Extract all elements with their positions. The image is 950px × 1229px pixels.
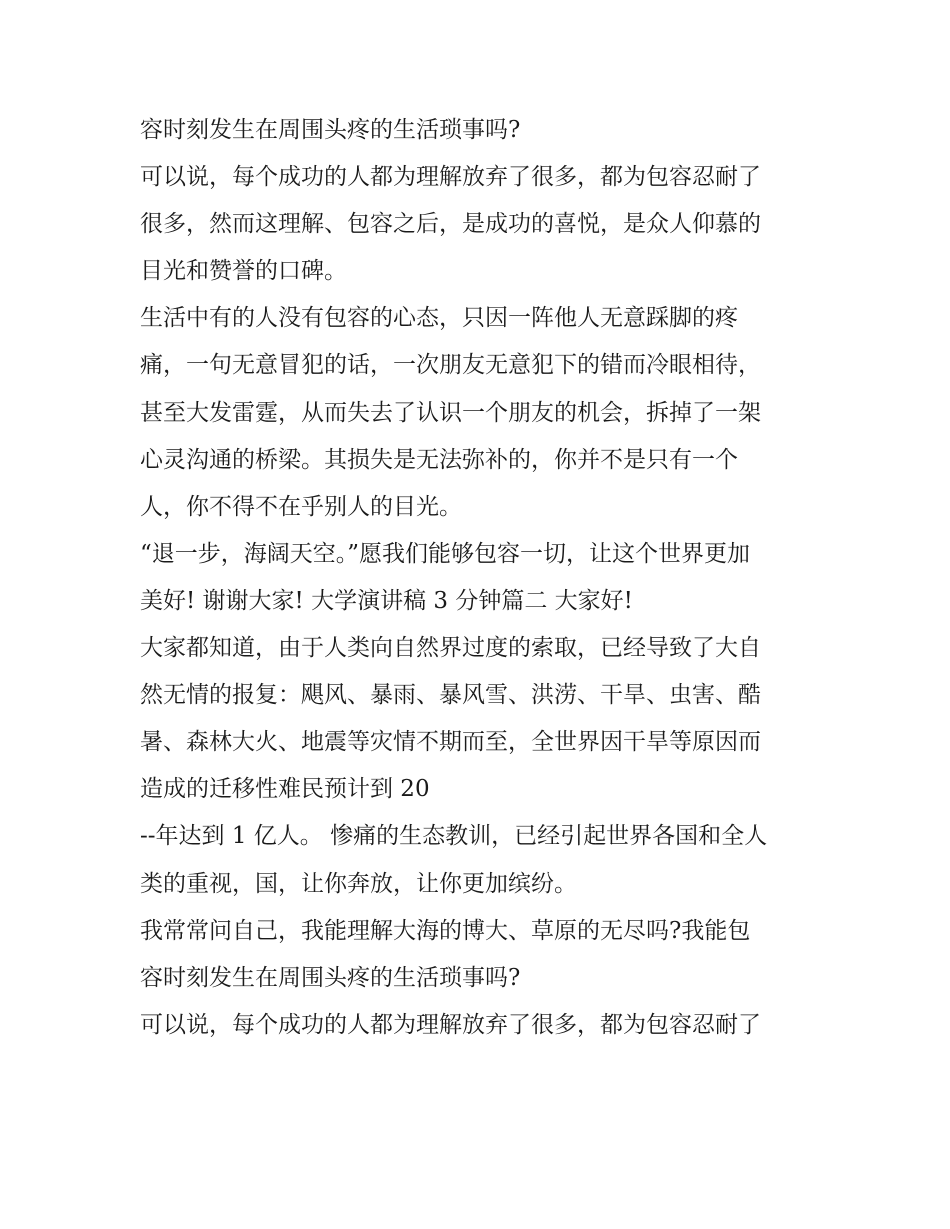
text-line: 容时刻发生在周围头疼的生活琐事吗?: [140, 964, 521, 991]
text-line: 美好! 谢谢大家! 大学演讲稿 3 分钟篇二 大家好!: [140, 587, 633, 614]
body-text: [140, 107, 820, 1049]
text-line: 类的重视，国，让你奔放，让你更加缤纷。: [140, 870, 577, 897]
text-line: 生活中有的人没有包容的心态，只因一阵他人无意踩脚的疼: [140, 305, 738, 332]
text-line: 然无情的报复：飓风、暴雨、暴风雪、洪涝、干旱、虫害、酷: [140, 682, 761, 709]
text-line: 造成的迁移性难民预计到 20: [140, 776, 430, 803]
text-line: 暑、森林大火、地震等灾情不期而至，全世界因干旱等原因而: [140, 729, 761, 756]
text-line: “退一步，海阔天空。”愿我们能够包容一切，让这个世界更加: [140, 540, 751, 567]
text-line: --年达到 1 亿人。 惨痛的生态教训，已经引起世界各国和全人: [140, 823, 768, 850]
text-line: 我常常问自己，我能理解大海的博大、草原的无尽吗?我能包: [140, 917, 751, 944]
text-line: 人，你不得不在乎别人的目光。: [140, 493, 462, 520]
text-line: 很多，然而这理解、包容之后，是成功的喜悦，是众人仰慕的: [140, 211, 761, 238]
text-line: 痛，一句无意冒犯的话，一次朋友无意犯下的错而冷眼相待，: [140, 352, 761, 379]
text-line: 大家都知道，由于人类向自然界过度的索取，已经导致了大自: [140, 635, 761, 662]
text-line: 可以说，每个成功的人都为理解放弃了很多，都为包容忍耐了: [140, 1011, 761, 1038]
text-line: 目光和赞誉的口碑。: [140, 258, 347, 285]
text-line: 心灵沟通的桥梁。其损失是无法弥补的，你并不是只有一个: [140, 446, 738, 473]
text-line: 甚至大发雷霆，从而失去了认识一个朋友的机会，拆掉了一架: [140, 399, 761, 426]
text-line: 可以说，每个成功的人都为理解放弃了很多，都为包容忍耐了: [140, 164, 761, 191]
text-line: 容时刻发生在周围头疼的生活琐事吗?: [140, 117, 521, 143]
